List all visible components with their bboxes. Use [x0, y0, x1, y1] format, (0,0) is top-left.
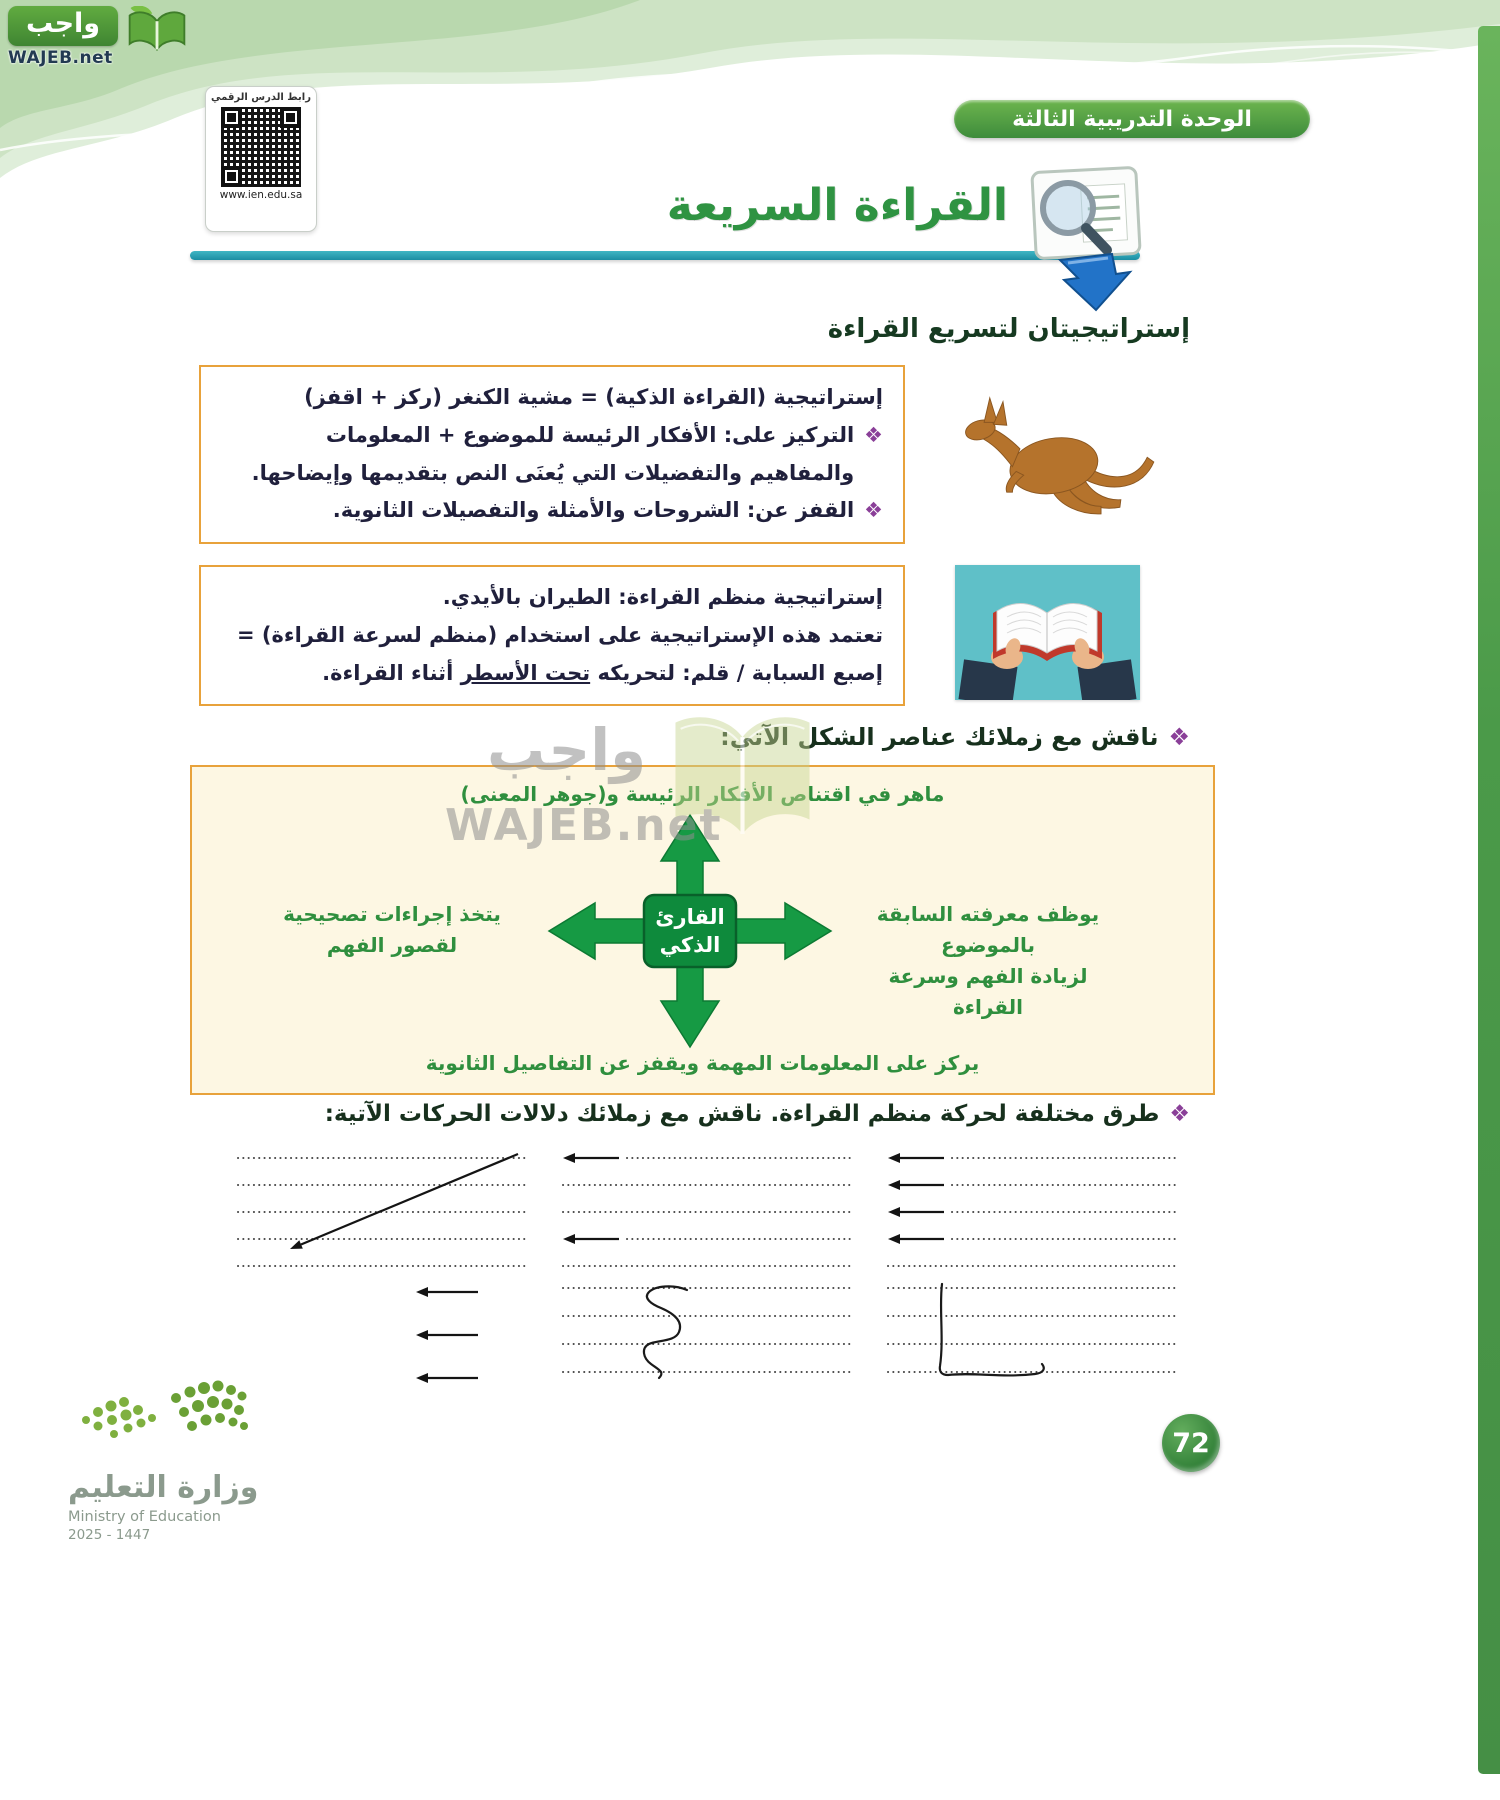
ministry-years: 2025 - 1447	[68, 1527, 151, 1543]
ministry-name-ar: وزارة التعليم	[68, 1470, 259, 1505]
strategy1-title: إستراتيجية (القراءة الذكية) = مشية الكنغر (ركز + اقفز)	[304, 385, 883, 409]
diagram-center-line1: القارئ	[655, 905, 725, 929]
ministry-dots-logo	[68, 1368, 268, 1468]
strategy1-bullet-text: التركيز على: الأفكار الرئيسة للموضوع + المعلومات والمفاهيم والتفضيلات التي يُعنَى النص بتقديمها وإيضاحها.	[251, 422, 855, 485]
strategy2-body-underlined: تحت الأسطر	[460, 660, 591, 685]
diagram-left-line2: لقصور الفهم	[326, 933, 458, 957]
diamond-bullet-icon: ❖	[864, 498, 883, 523]
strategy2-title: إستراتيجية منظم القراءة: الطيران بالأيدي.	[442, 585, 883, 609]
discuss-figure-text: ناقش مع زملائك عناصر الشكل الآتي:	[720, 723, 1159, 751]
speed-reading-icon	[1020, 158, 1150, 316]
discuss-figure-prompt	[720, 723, 1190, 751]
strategy-reading-organizer-box	[199, 565, 905, 706]
strategy1-bullet	[221, 417, 883, 493]
strategy2-body-start: تعتمد هذه الإستراتيجية على استخدام (منظم لسرعة القراءة) = إصبع السبابة / قلم: لتحريكه	[236, 622, 883, 685]
title-divider	[190, 251, 1140, 260]
page-number-badge: 72	[1162, 1414, 1220, 1472]
wajeb-logo-latin: WAJEB.net	[8, 48, 113, 69]
section-subtitle: إستراتيجيتان لتسريع القراءة	[827, 314, 1190, 344]
movement-panel-diagonal	[230, 1148, 530, 1273]
diamond-bullet-icon: ❖	[864, 422, 883, 447]
movement-prompt-text: طرق مختلفة لحركة منظم القراءة. ناقش مع زملائك دلالات الحركات الآتية:	[324, 1101, 1160, 1127]
diagram-center-line2: الذكي	[659, 933, 721, 957]
qr-card	[205, 86, 317, 232]
wajeb-logo-arabic: واجب	[8, 6, 118, 46]
wajeb-logo	[8, 6, 198, 68]
qr-label: رابط الدرس الرقمي	[211, 92, 311, 103]
page-edge-bar	[1478, 26, 1500, 1774]
movement-panel-vertical-scan	[880, 1280, 1180, 1395]
page-title: القراءة السريعة	[666, 180, 1008, 231]
ministry-logo	[68, 1368, 288, 1543]
diagram-top-label: ماهر في اقتناص الأفكار الرئيسة و(جوهر المعنى)	[460, 782, 945, 806]
wajeb-book-icon	[124, 6, 190, 60]
diagram-left-line1: يتخذ إجراءات تصحيحية	[283, 902, 501, 926]
watermark-arabic: واجب	[487, 716, 647, 784]
movement-panel-s-curve	[555, 1280, 855, 1395]
qr-code	[221, 107, 301, 187]
strategy2-body	[221, 617, 883, 693]
strategy1-bullet	[221, 492, 883, 530]
movement-panel-line-by-line	[880, 1148, 1180, 1273]
diagram-right-label	[858, 899, 1118, 1023]
diagram-right-line1: يوظف معرفته السابقة بالموضوع	[876, 902, 1100, 957]
qr-url: www.ien.edu.sa	[219, 189, 303, 201]
diagram-cross-arrows	[545, 811, 835, 1051]
diagram-right-line2: لزيادة الفهم وسرعة القراءة	[888, 964, 1088, 1019]
strategy2-body-end: أثناء القراءة.	[322, 660, 461, 685]
watermark-latin: WAJEB.net	[445, 800, 723, 851]
movement-prompt	[325, 1101, 1190, 1127]
smart-reader-diagram	[190, 765, 1215, 1095]
unit-banner: الوحدة التدريبية الثالثة	[954, 100, 1310, 138]
ministry-name-en: Ministry of Education	[68, 1509, 221, 1525]
hands-book-image	[955, 565, 1140, 700]
kangaroo-image	[936, 396, 1168, 528]
strategy-smart-reading-box	[199, 365, 905, 544]
diamond-bullet-icon: ❖	[1169, 1101, 1190, 1127]
strategy1-bullet-text: القفز عن: الشروحات والأمثلة والتفصيلات الثانوية.	[332, 498, 855, 523]
diagram-bottom-label: يركز على المعلومات المهمة ويقفز عن التفاصيل الثانوية	[425, 1051, 980, 1075]
movement-panel-skip-lines	[555, 1148, 855, 1273]
diagram-left-label	[277, 899, 507, 961]
movement-panels	[230, 1148, 1180, 1398]
diamond-bullet-icon: ❖	[1168, 723, 1190, 751]
